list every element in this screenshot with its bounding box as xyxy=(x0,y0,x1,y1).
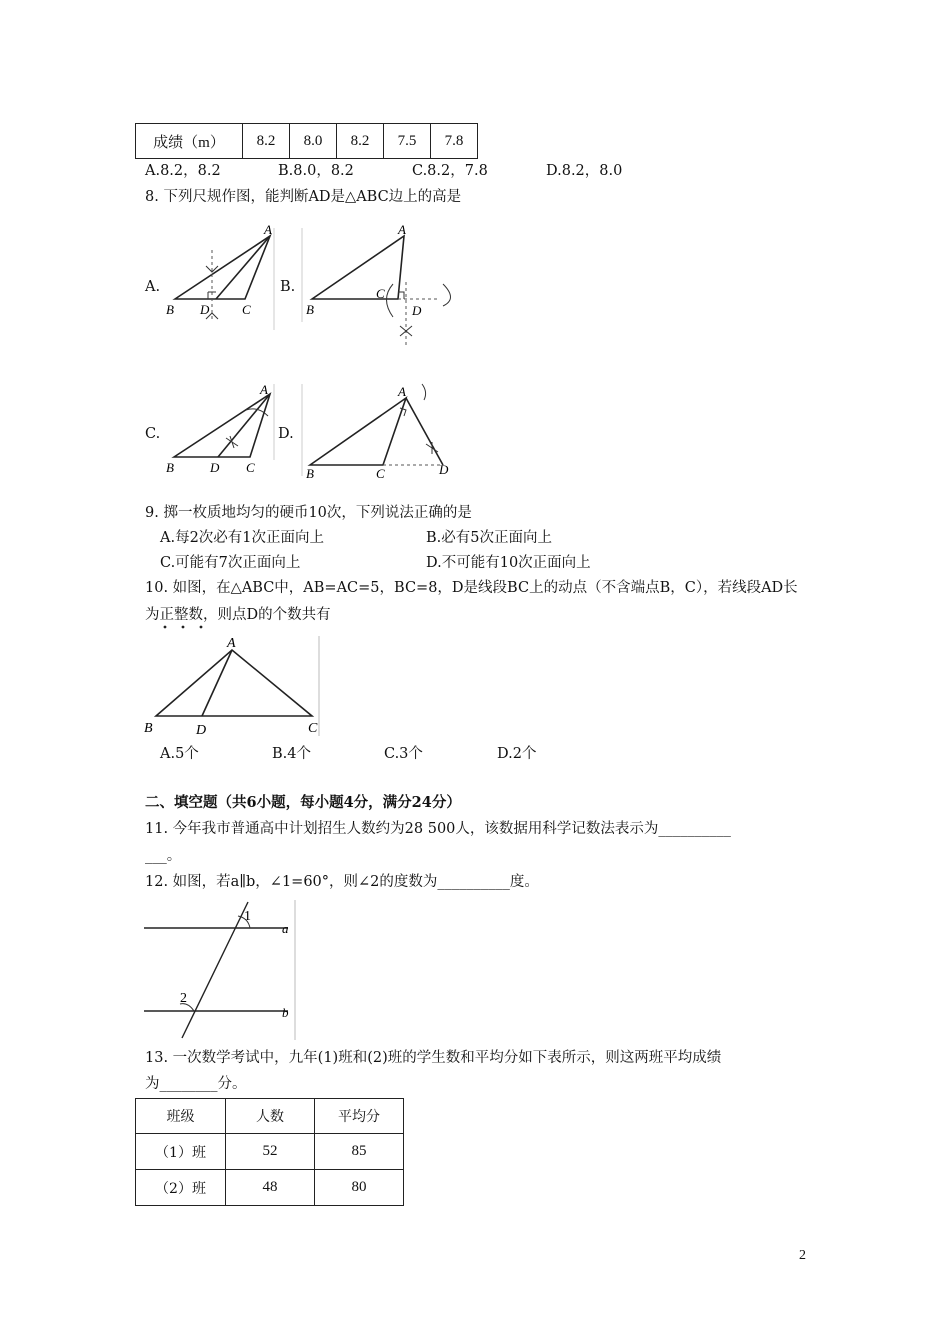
q7-option-a: A.8.2，8.2 xyxy=(145,163,221,179)
q13-header-average: 平均分 xyxy=(315,1099,404,1134)
svg-text:B: B xyxy=(166,460,174,475)
q7-table-cell: 8.2 xyxy=(243,124,290,159)
q7-table-cell: 8.2 xyxy=(337,124,384,159)
svg-text:D: D xyxy=(210,460,220,475)
svg-text:b: b xyxy=(282,1005,289,1020)
q13-header-count: 人数 xyxy=(226,1099,315,1134)
q13-cell: （1）班 xyxy=(136,1134,226,1170)
svg-text:A: A xyxy=(398,384,406,399)
q10-triangle-figure xyxy=(140,632,325,737)
q7-table-header: 成绩（m） xyxy=(136,124,243,159)
q13-cell: （2）班 xyxy=(136,1170,226,1206)
q10-stem-line2: 为正整数，则点D的个数共有 xyxy=(145,607,331,623)
q7-table-cell: 7.5 xyxy=(384,124,431,159)
q7-table-cell: 7.8 xyxy=(431,124,478,159)
svg-text:D: D xyxy=(439,462,449,477)
q9-stem: 9. 掷一枚质地均匀的硬币10次，下列说法正确的是 xyxy=(145,505,472,521)
q13-line2: 为________分。 xyxy=(145,1076,247,1092)
q8-label-b: B. xyxy=(280,279,296,295)
q9-options-row1 xyxy=(160,528,760,548)
q9-option-c: C.可能有7次正面向上 xyxy=(160,555,301,571)
svg-text:A: A xyxy=(264,222,272,237)
q13-header-class: 班级 xyxy=(136,1099,226,1134)
q8-figure-b xyxy=(298,222,458,352)
q8-figure-d xyxy=(298,380,458,480)
q13-class-table xyxy=(135,1098,404,1206)
svg-text:a: a xyxy=(282,921,289,936)
q8-figure-c xyxy=(160,380,280,480)
svg-text:A: A xyxy=(260,382,268,397)
q13-line1: 13. 一次数学考试中，九年(1)班和(2)班的学生数和平均分如下表所示，则这两班平均成绩 xyxy=(145,1050,722,1066)
svg-text:C: C xyxy=(242,302,251,317)
svg-text:A: A xyxy=(398,222,406,237)
svg-text:A: A xyxy=(227,636,236,651)
q9-options-row2 xyxy=(160,553,760,573)
q7-option-d: D.8.2，8.0 xyxy=(546,163,623,179)
svg-text:B: B xyxy=(306,466,314,480)
svg-text:C: C xyxy=(376,286,385,301)
q8-label-a: A. xyxy=(145,279,161,295)
svg-text:C: C xyxy=(246,460,255,475)
q10-option-d: D.2个 xyxy=(497,746,537,762)
svg-text:C: C xyxy=(308,721,318,736)
q7-option-b: B.8.0，8.2 xyxy=(278,163,354,179)
q10-option-b: B.4个 xyxy=(272,746,311,762)
q13-cell: 85 xyxy=(315,1134,404,1170)
svg-text:D: D xyxy=(412,303,422,318)
svg-text:D: D xyxy=(196,723,207,737)
q9-option-b: B.必有5次正面向上 xyxy=(426,530,552,546)
q12-text: 12. 如图，若a∥b，∠1=60°，则∠2的度数为__________度。 xyxy=(145,874,539,890)
svg-text:B: B xyxy=(144,721,153,736)
page-number: 2 xyxy=(799,1248,806,1263)
q7-table-cell: 8.0 xyxy=(290,124,337,159)
q10-emphasis-dots xyxy=(160,623,210,631)
svg-text:1: 1 xyxy=(244,909,251,924)
q10-option-a: A.5个 xyxy=(160,746,199,762)
svg-text:C: C xyxy=(376,466,385,480)
q8-label-d: D. xyxy=(278,426,294,442)
q10-option-c: C.3个 xyxy=(384,746,423,762)
q12-parallel-lines-figure xyxy=(140,898,300,1043)
q7-option-c: C.8.2，7.8 xyxy=(412,163,488,179)
svg-text:B: B xyxy=(306,302,314,317)
q9-option-d: D.不可能有10次正面向上 xyxy=(426,555,591,571)
svg-text:B: B xyxy=(166,302,174,317)
q7-score-table xyxy=(135,123,478,159)
q13-cell: 52 xyxy=(226,1134,315,1170)
q11-line1: 11. 今年我市普通高中计划招生人数约为28 500人，该数据用科学记数法表示为__________ xyxy=(145,821,731,837)
q8-stem: 8. 下列尺规作图，能判断AD是△ABC边上的高是 xyxy=(145,189,462,205)
q10-stem-line1: 10. 如图，在△ABC中，AB=AC=5，BC=8，D是线段BC上的动点（不含端点B，C），若线段AD长 xyxy=(145,580,798,596)
q9-option-a: A.每2次必有1次正面向上 xyxy=(160,530,325,546)
q11-line2: ___。 xyxy=(145,848,182,864)
svg-text:2: 2 xyxy=(180,991,187,1006)
svg-text:D: D xyxy=(200,302,210,317)
q10-options xyxy=(160,744,760,764)
q8-label-c: C. xyxy=(145,426,161,442)
q8-figure-a xyxy=(160,222,280,332)
q13-cell: 48 xyxy=(226,1170,315,1206)
q13-cell: 80 xyxy=(315,1170,404,1206)
q7-options xyxy=(145,161,745,181)
section2-heading: 二、填空题（共6小题，每小题4分，满分24分） xyxy=(145,794,461,811)
